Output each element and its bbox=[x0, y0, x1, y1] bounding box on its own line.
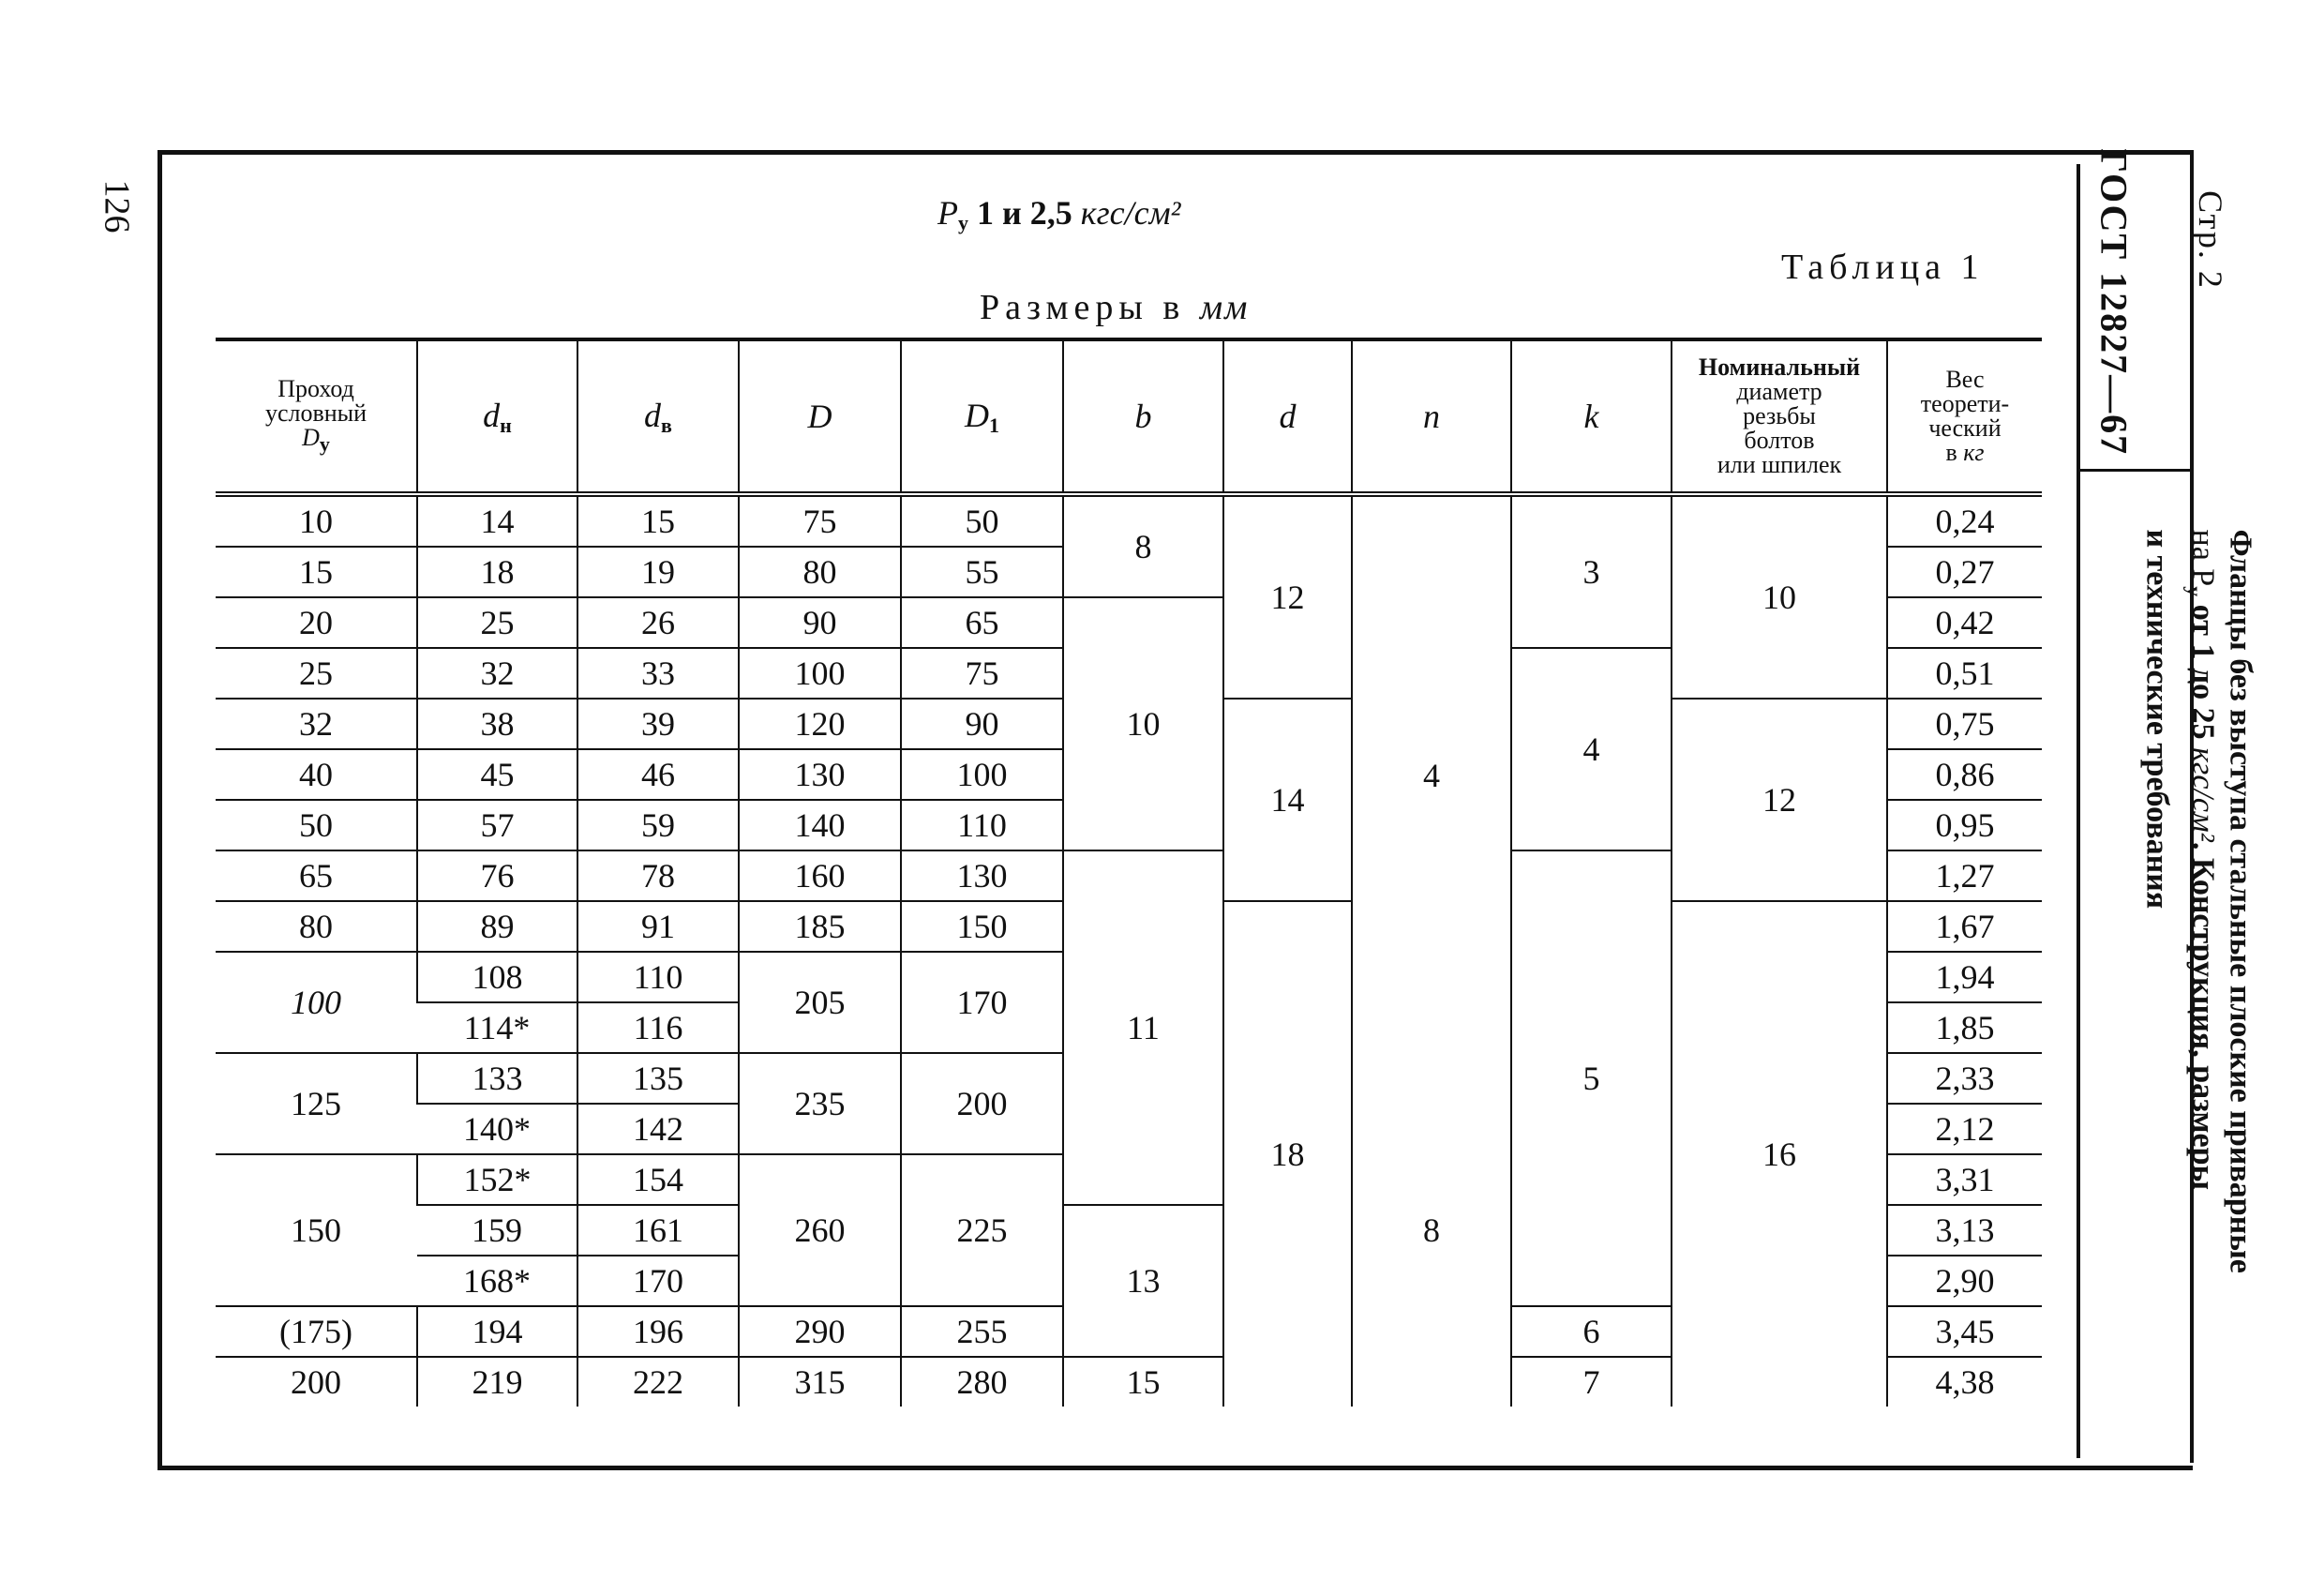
cell-D: 130 bbox=[739, 749, 901, 800]
cell-dv: 142 bbox=[577, 1104, 739, 1154]
cell-dn: 25 bbox=[417, 597, 577, 648]
cell-weight: 0,95 bbox=[1887, 800, 2042, 850]
cell-D1: 225 bbox=[901, 1154, 1063, 1306]
cell-dn: 140* bbox=[417, 1104, 577, 1154]
header-d: d bbox=[1223, 339, 1352, 494]
cell-dn: 108 bbox=[417, 952, 577, 1002]
cell-D: 290 bbox=[739, 1306, 901, 1357]
cell-b: 10 bbox=[1063, 597, 1223, 850]
header-passage: Проход условный $D_у$ bbox=[264, 374, 367, 456]
cell-k: 6 bbox=[1511, 1306, 1672, 1357]
cell-dn: 159 bbox=[417, 1205, 577, 1256]
doc-code: ГОСТ 12827—67 bbox=[2092, 148, 2136, 457]
table-header-row bbox=[216, 339, 2042, 494]
cell-dv: 196 bbox=[577, 1306, 739, 1357]
header-weight: Вес теорети- ческий в кг bbox=[1887, 339, 2042, 494]
cell-D: 140 bbox=[739, 800, 901, 850]
cell-D: 100 bbox=[739, 648, 901, 699]
cell-D: 80 bbox=[739, 547, 901, 597]
pressure-title: $Р_у$ 1 и 2,5 кгс/см² bbox=[937, 194, 1181, 234]
page-number: 126 bbox=[97, 179, 137, 233]
cell-dv: 110 bbox=[577, 952, 739, 1002]
cell-D1: 65 bbox=[901, 597, 1063, 648]
cell-D1: 55 bbox=[901, 547, 1063, 597]
cell-Dy: 40 bbox=[216, 749, 417, 800]
cell-dv: 222 bbox=[577, 1357, 739, 1407]
side-divider bbox=[2077, 164, 2080, 1458]
cell-weight: 0,51 bbox=[1887, 648, 2042, 699]
cell-dv: 91 bbox=[577, 901, 739, 952]
cell-dv: 33 bbox=[577, 648, 739, 699]
cell-d: 12 bbox=[1223, 494, 1352, 699]
cell-weight: 0,27 bbox=[1887, 547, 2042, 597]
cell-D1: 130 bbox=[901, 850, 1063, 901]
cell-dn: 194 bbox=[417, 1306, 577, 1357]
cell-dv: 154 bbox=[577, 1154, 739, 1205]
cell-Dy: 125 bbox=[216, 1053, 417, 1154]
cell-D1: 75 bbox=[901, 648, 1063, 699]
header-dn: $d_н$ bbox=[417, 339, 577, 494]
cell-D1: 150 bbox=[901, 901, 1063, 952]
cell-d: 14 bbox=[1223, 699, 1352, 901]
cell-Dy: 20 bbox=[216, 597, 417, 648]
cell-dn: 152* bbox=[417, 1154, 577, 1205]
cell-dv: 135 bbox=[577, 1053, 739, 1104]
cell-b: 13 bbox=[1063, 1205, 1223, 1357]
cell-D1: 110 bbox=[901, 800, 1063, 850]
flange-dimensions-table bbox=[216, 338, 2042, 1407]
cell-b: 11 bbox=[1063, 850, 1223, 1205]
header-n: n bbox=[1352, 339, 1511, 494]
cell-D: 260 bbox=[739, 1154, 901, 1306]
header-D: D bbox=[739, 339, 901, 494]
cell-weight: 0,75 bbox=[1887, 699, 2042, 749]
cell-dn: 38 bbox=[417, 699, 577, 749]
cell-weight: 3,13 bbox=[1887, 1205, 2042, 1256]
cell-D: 160 bbox=[739, 850, 901, 901]
cell-D: 90 bbox=[739, 597, 901, 648]
cell-bolt: 12 bbox=[1672, 699, 1887, 901]
cell-D: 185 bbox=[739, 901, 901, 952]
cell-Dy: 25 bbox=[216, 648, 417, 699]
cell-weight: 1,85 bbox=[1887, 1002, 2042, 1053]
cell-Dy: 65 bbox=[216, 850, 417, 901]
cell-weight: 2,12 bbox=[1887, 1104, 2042, 1154]
cell-k: 7 bbox=[1511, 1357, 1672, 1407]
cell-dv: 78 bbox=[577, 850, 739, 901]
cell-D1: 255 bbox=[901, 1306, 1063, 1357]
cell-d: 18 bbox=[1223, 901, 1352, 1407]
table-label: Таблица 1 bbox=[1781, 248, 1985, 287]
header-D1: $D_1$ bbox=[901, 339, 1063, 494]
cell-D1: 100 bbox=[901, 749, 1063, 800]
cell-D1: 170 bbox=[901, 952, 1063, 1053]
cell-dv: 170 bbox=[577, 1256, 739, 1306]
cell-dv: 39 bbox=[577, 699, 739, 749]
cell-Dy: 80 bbox=[216, 901, 417, 952]
cell-dv: 59 bbox=[577, 800, 739, 850]
cell-dn: 57 bbox=[417, 800, 577, 850]
cell-Dy: 200 bbox=[291, 1363, 341, 1401]
cell-D: 120 bbox=[739, 699, 901, 749]
cell-weight: 0,24 bbox=[1887, 494, 2042, 547]
cell-D: 315 bbox=[739, 1357, 901, 1407]
cell-Dy: (175) bbox=[216, 1306, 417, 1357]
cell-weight: 2,33 bbox=[1887, 1053, 2042, 1104]
side-title bbox=[2138, 530, 2259, 1467]
side-title-line1: Фланцы без выступа стальные плоские приварные bbox=[2223, 529, 2258, 1273]
cell-dn: 45 bbox=[417, 749, 577, 800]
side-separator bbox=[2080, 469, 2190, 472]
header-dv: $d_в$ bbox=[577, 339, 739, 494]
cell-dv: 116 bbox=[577, 1002, 739, 1053]
cell-dv: 46 bbox=[577, 749, 739, 800]
cell-weight: 2,90 bbox=[1887, 1256, 2042, 1306]
cell-dn: 14 bbox=[417, 494, 577, 547]
cell-bolt: 16 bbox=[1672, 901, 1887, 1407]
cell-D: 235 bbox=[739, 1053, 901, 1154]
cell-k: 5 bbox=[1511, 850, 1672, 1306]
cell-dn: 18 bbox=[417, 547, 577, 597]
page-label: Стр. 2 bbox=[2191, 190, 2229, 290]
cell-dn: 114* bbox=[417, 1002, 577, 1053]
cell-dv: 161 bbox=[577, 1205, 739, 1256]
cell-weight: 3,31 bbox=[1887, 1154, 2042, 1205]
cell-Dy: 32 bbox=[216, 699, 417, 749]
header-b: b bbox=[1063, 339, 1223, 494]
side-title-line2: на $Р_у$ от 1 до 25 кгс/см². Конструкция, размеры bbox=[2182, 529, 2221, 1191]
cell-b: 15 bbox=[1063, 1357, 1223, 1407]
cell-n: 4 bbox=[1352, 494, 1511, 1053]
cell-dn: 219 bbox=[417, 1357, 577, 1407]
table-row bbox=[216, 494, 2042, 547]
cell-dv: 26 bbox=[577, 597, 739, 648]
cell-bolt: 10 bbox=[1672, 494, 1887, 699]
cell-dn: 133 bbox=[417, 1053, 577, 1104]
cell-weight: 0,86 bbox=[1887, 749, 2042, 800]
cell-Dy: 15 bbox=[216, 547, 417, 597]
header-k: k bbox=[1511, 339, 1672, 494]
cell-weight: 1,67 bbox=[1887, 901, 2042, 952]
cell-dn: 32 bbox=[417, 648, 577, 699]
cell-weight: 0,42 bbox=[1887, 597, 2042, 648]
cell-D: 75 bbox=[739, 494, 901, 547]
cell-D1: 200 bbox=[901, 1053, 1063, 1154]
cell-weight: 1,27 bbox=[1887, 850, 2042, 901]
cell-D: 205 bbox=[739, 952, 901, 1053]
cell-n: 8 bbox=[1352, 1053, 1511, 1407]
cell-Dy: 10 bbox=[216, 494, 417, 547]
cell-weight: 3,45 bbox=[1887, 1306, 2042, 1357]
cell-Dy: 50 bbox=[216, 800, 417, 850]
cell-dv: 19 bbox=[577, 547, 739, 597]
cell-D1: 50 bbox=[901, 494, 1063, 547]
header-bolt-diameter: Номинальный диаметр резьбы болтов или шпилек bbox=[1672, 339, 1887, 494]
cell-D1: 90 bbox=[901, 699, 1063, 749]
cell-Dy: 150 bbox=[216, 1154, 417, 1306]
cell-k: 4 bbox=[1511, 648, 1672, 850]
side-title-line3: и технические требования bbox=[2139, 529, 2175, 910]
cell-dn: 89 bbox=[417, 901, 577, 952]
cell-b: 8 bbox=[1063, 494, 1223, 597]
cell-weight: 1,94 bbox=[1887, 952, 2042, 1002]
cell-weight: 4,38 bbox=[1887, 1357, 2042, 1407]
cell-dn: 168* bbox=[417, 1256, 577, 1306]
cell-dv: 15 bbox=[577, 494, 739, 547]
cell-k: 3 bbox=[1511, 494, 1672, 648]
cell-D1: 280 bbox=[901, 1357, 1063, 1407]
cell-dn: 76 bbox=[417, 850, 577, 901]
cell-Dy: 100 bbox=[216, 952, 417, 1053]
units-label: Размеры в мм bbox=[980, 288, 1250, 327]
